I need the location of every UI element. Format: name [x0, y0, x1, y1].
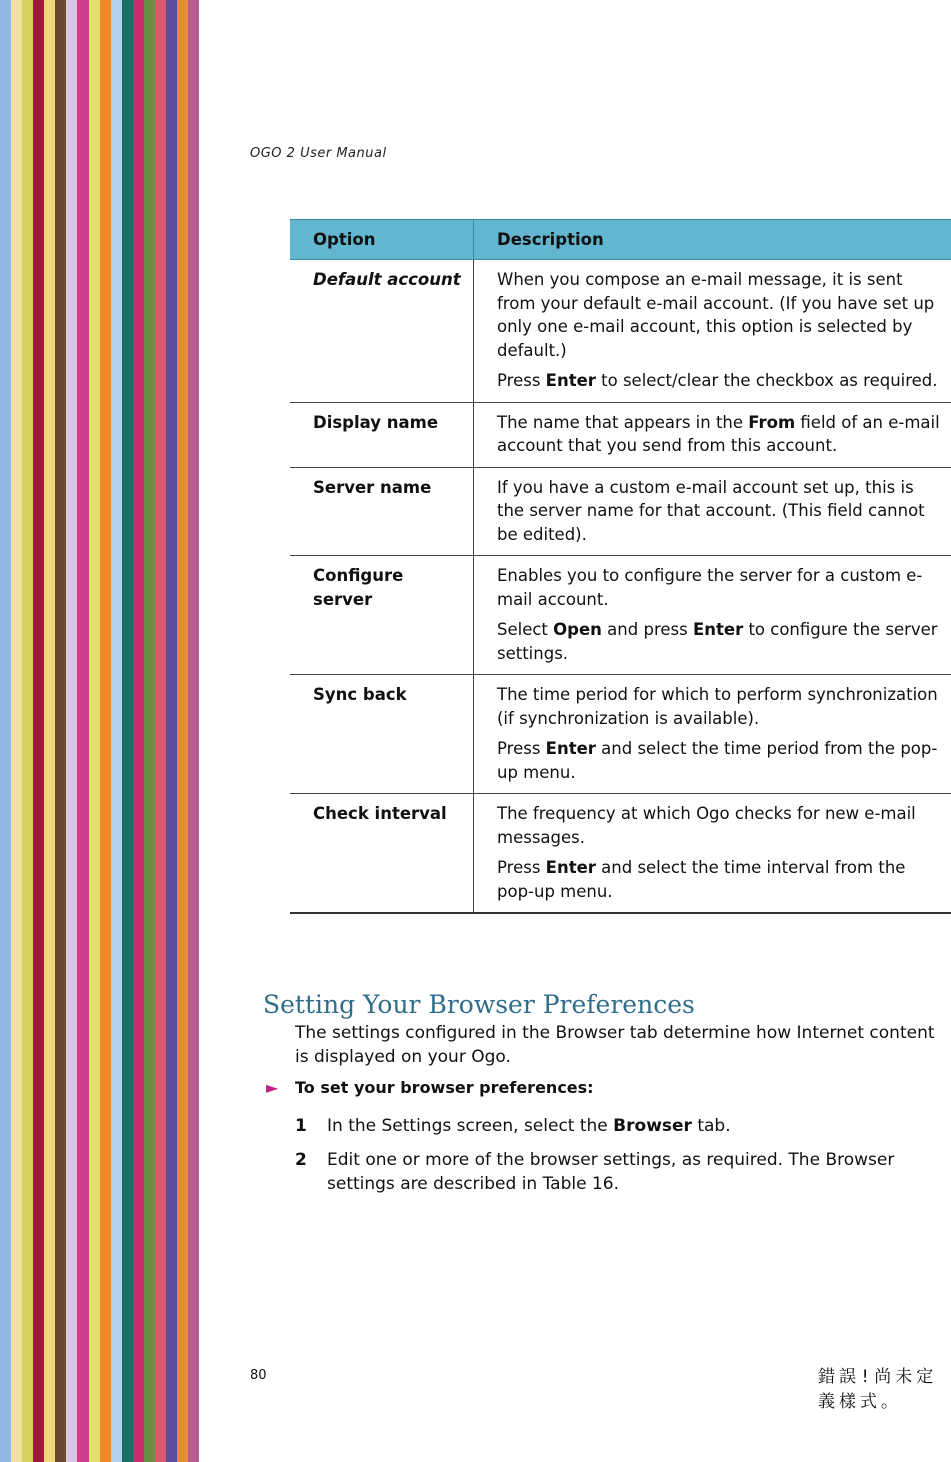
description-cell: [474, 467, 951, 556]
stripe-7: [77, 0, 88, 1462]
description-text: Press Enter and select the time period from the pop-up menu.: [497, 739, 938, 782]
page-number: 80: [250, 1368, 267, 1383]
description-text: Select Open and press Enter to configure the server settings.: [497, 620, 938, 663]
stripe-12: [133, 0, 144, 1462]
description-text: The time period for which to perform synchronization (if synchronization is available).: [497, 685, 938, 728]
step-number: 1: [295, 1116, 307, 1136]
description-cell: [474, 675, 951, 794]
options-table: [290, 219, 951, 914]
description-text: Press Enter and select the time interval from the pop-up menu.: [497, 858, 906, 901]
step-number: 2: [295, 1150, 307, 1170]
stripe-16: [177, 0, 188, 1462]
option-configure-server: Configure server: [290, 556, 474, 675]
description-cell: [474, 260, 951, 403]
description-cell: [474, 794, 951, 914]
stripe-6: [66, 0, 77, 1462]
table-row: [290, 794, 951, 914]
option-sync-back: Sync back: [290, 675, 474, 794]
option-server-name: Server name: [290, 467, 474, 556]
stripe-11: [122, 0, 133, 1462]
step-text: Edit one or more of the browser settings, as required. The Browser settings are described in Table 16.: [327, 1150, 895, 1194]
option-default-account: Default account: [290, 260, 474, 403]
stripe-8: [89, 0, 100, 1462]
option-open: Open: [553, 620, 602, 639]
stripe-10: [111, 0, 122, 1462]
key-enter: Enter: [545, 858, 596, 877]
description-cell: [474, 556, 951, 675]
stripe-17: [188, 0, 199, 1462]
stripe-9: [100, 0, 111, 1462]
stripe-0: [0, 0, 11, 1462]
section-heading: Setting Your Browser Preferences: [263, 989, 695, 1019]
step-text: In the Settings screen, select the Browser tab.: [327, 1116, 731, 1136]
stripe-15: [166, 0, 177, 1462]
description-cell: [474, 402, 951, 467]
key-enter: Enter: [545, 739, 596, 758]
table-row: [290, 556, 951, 675]
arrow-right-icon: ►: [266, 1078, 279, 1097]
stripe-4: [44, 0, 55, 1462]
table-row: [290, 260, 951, 403]
procedure-title: [266, 1078, 594, 1097]
stripe-2: [22, 0, 33, 1462]
stripe-1: [11, 0, 22, 1462]
description-text: Press Enter to select/clear the checkbox as required.: [497, 371, 938, 390]
tab-browser-ref: Browser: [613, 1116, 692, 1136]
stripe-14: [155, 0, 166, 1462]
option-check-interval: Check interval: [290, 794, 474, 914]
option-display-name: Display name: [290, 402, 474, 467]
table-row: [290, 675, 951, 794]
running-header: OGO 2 User Manual: [250, 146, 387, 161]
stripe-5: [55, 0, 66, 1462]
stripe-3: [33, 0, 44, 1462]
table-row: [290, 402, 951, 467]
description-text: Enables you to configure the server for a custom e-mail account.: [497, 566, 923, 609]
description-text: When you compose an e-mail message, it is sent from your default e-mail account. (If you have set up only one e-mail account, this option is selected by default.): [497, 270, 935, 360]
table-header-row: [290, 220, 951, 260]
description-text: The frequency at which Ogo checks for new e-mail messages.: [497, 804, 916, 847]
section-intro: The settings configured in the Browser tab determine how Internet content is displayed on your Ogo.: [295, 1023, 935, 1067]
field-from: From: [748, 412, 796, 432]
procedure-title-text: To set your browser preferences:: [295, 1078, 594, 1097]
table-row: [290, 467, 951, 556]
decorative-stripes: [0, 0, 199, 1462]
description-text: The name that appears in the From field of an e-mail account that you send from this account.: [497, 412, 940, 455]
key-enter: Enter: [692, 620, 744, 639]
footer-style-error: 錯誤!尚未定義樣式。: [818, 1367, 938, 1412]
description-text: If you have a custom e-mail account set up, this is the server name for that account. (This field cannot be edited).: [497, 477, 925, 544]
column-header-description: Description: [474, 220, 951, 260]
column-header-option: Option: [290, 220, 474, 260]
stripe-13: [144, 0, 155, 1462]
key-enter: Enter: [545, 371, 596, 390]
